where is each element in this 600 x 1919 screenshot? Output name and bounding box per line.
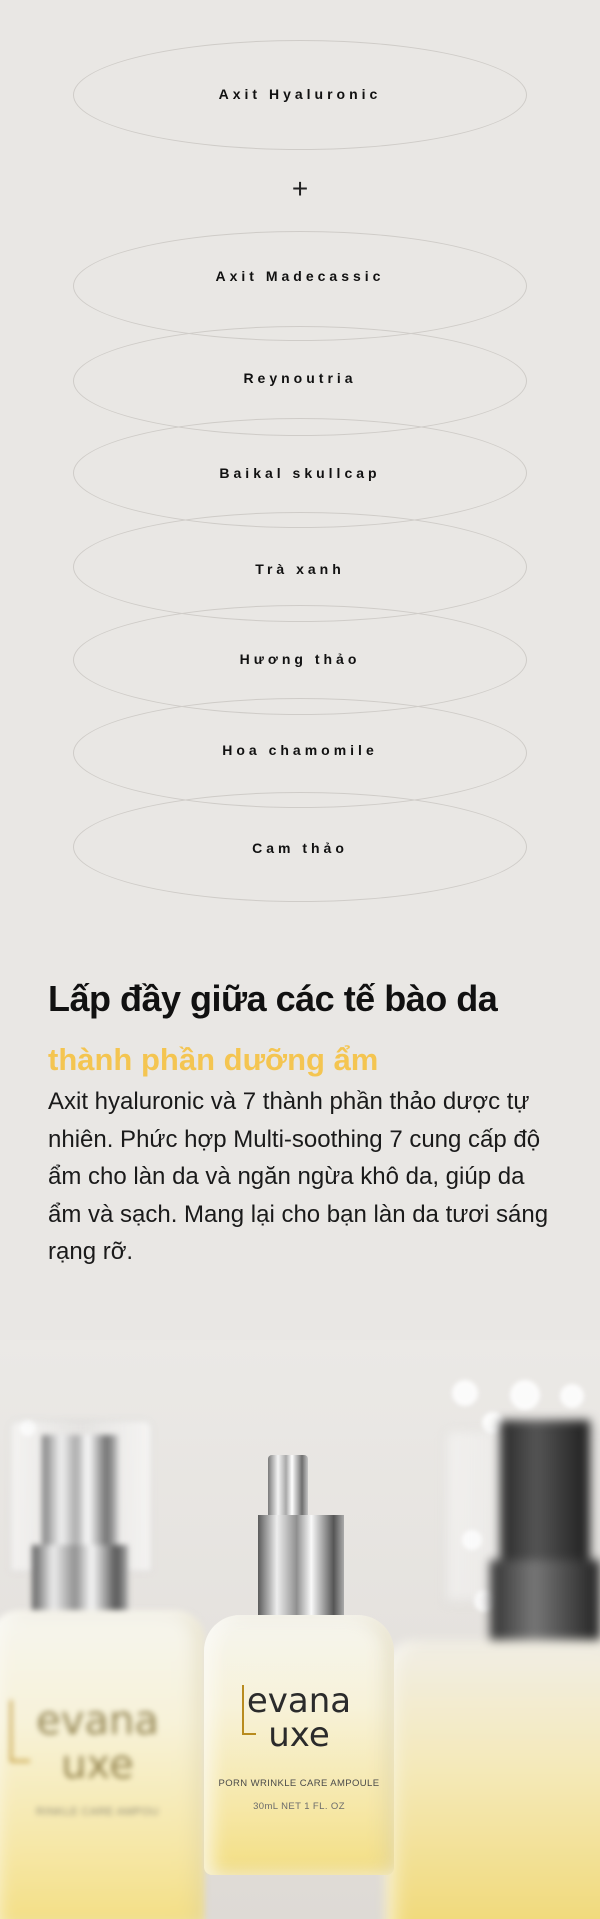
ingredient-label: Cam thảo [252, 840, 348, 856]
ingredient-oval [73, 231, 527, 341]
brand-line1: evana [246, 1681, 352, 1721]
bottle-glass [204, 1615, 394, 1875]
bokeh-light [510, 1380, 540, 1410]
pump-head [268, 1455, 308, 1515]
bokeh-light [560, 1384, 584, 1408]
plus-sign: + [291, 173, 309, 204]
ingredient-label: Baikal skullcap [219, 465, 381, 481]
bokeh-light [452, 1380, 478, 1406]
bottle-collar [258, 1515, 344, 1623]
brand-line2: uxe [268, 1715, 330, 1755]
section-body: Axit hyaluronic và 7 thành phần thảo dược tự nhiên. Phức hợp Multi-soothing 7 cung cấp độ ẩm cho làn da và ngăn ngừa khô da, giúp da ẩm và sạch. Mang lại cho bạn làn da tươi sáng rạng rỡ. [48, 1088, 549, 1265]
ingredient-label: Trà xanh [255, 561, 345, 577]
product-name: PORN WRINKLE CARE AMPOULE [218, 1778, 380, 1789]
ingredient-label: Reynoutria [243, 370, 357, 386]
ingredient-label-top: Axit Hyaluronic [218, 86, 382, 102]
section-headline: Lấp đầy giữa các tế bào da [48, 978, 498, 1019]
product-size: 30mL NET 1 FL. OZ [253, 1801, 345, 1812]
product-photo [0, 1340, 600, 1919]
left-brand-line2: uxe [61, 1742, 134, 1788]
left-product-name: RINKLE CARE AMPOU [36, 1806, 159, 1818]
section-subheadline: thành phần dưỡng ẩm [48, 1042, 379, 1077]
ingredient-label: Hoa chamomile [222, 742, 378, 758]
left-brand-line1: evana [36, 1698, 159, 1744]
ingredient-label: Axit Madecassic [215, 268, 385, 284]
ingredient-label: Hương thảo [239, 651, 361, 667]
